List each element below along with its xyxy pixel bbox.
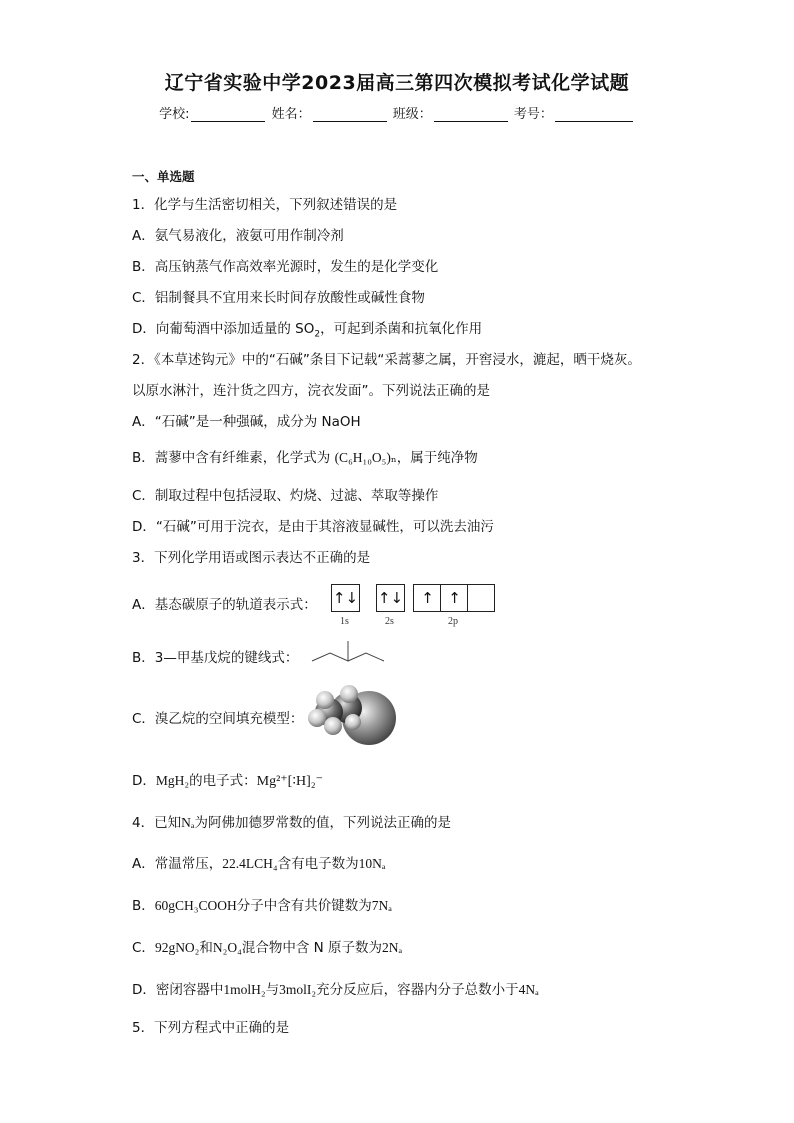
q4-option-b: B．60gCH₃COOH分子中含有共价键数为7Nₐ: [132, 898, 392, 914]
exam-title: 辽宁省实验中学2023届高三第四次模拟考试化学试题: [164, 72, 630, 94]
bromoethane-space-filling-model: [307, 680, 401, 746]
q4-stem: 4．已知Nₐ为阿佛加德罗常数的值，下列说法正确的是: [132, 815, 452, 831]
orbital-label-2s: 2s: [385, 616, 394, 627]
class-label: 班级：: [392, 107, 432, 122]
class-blank[interactable]: [434, 108, 508, 122]
q2-option-c: C．制取过程中包括浸取、灼烧、过滤、萃取等操作: [132, 488, 439, 504]
q1-option-b: B．高压钠蒸气作高效率光源时，发生的是化学变化: [132, 259, 439, 275]
section-heading: 一、单选题: [132, 169, 195, 184]
orbital-label-2p: 2p: [448, 616, 458, 627]
school-blank[interactable]: [191, 108, 265, 122]
orbital-box-2p: ↑ ↑: [413, 584, 495, 612]
student-info-line: [0, 103, 794, 122]
orbital-box-2s: ↑↓: [376, 584, 405, 612]
q1-option-d: D．向葡萄酒中添加适量的 $SO_2$，可起到杀菌和抗氧化作用: [132, 321, 483, 340]
q2-option-a: A．“石碱”是一种强碱，成分为 NaOH: [132, 414, 361, 430]
name-label: 姓名：: [271, 107, 311, 122]
q2-option-b: B．蒿蓼中含有纤维素，化学式为 (C₆H₁₀O₅)ₙ，属于纯净物: [132, 450, 478, 466]
orbital-label-1s: 1s: [340, 616, 349, 627]
q1-stem: 1．化学与生活密切相关，下列叙述错误的是: [132, 197, 398, 213]
q3-stem: 3．下列化学用语或图示表达不正确的是: [132, 550, 371, 566]
q2-option-d: D．“石碱”可用于浣衣，是由于其溶液显碱性，可以洗去油污: [132, 519, 494, 535]
q4-option-a: A．常温常压，22.4LCH₄含有电子数为10Nₐ: [132, 856, 386, 872]
q1-option-a: A．氨气易液化，液氨可用作制冷剂: [132, 228, 344, 244]
cellulose-formula: (C₆H₁₀O₅)ₙ: [334, 450, 397, 465]
q4-option-c: C．92gNO₂和N₂O₄混合物中含 N 原子数为2Nₐ: [132, 940, 403, 956]
q2-stem-line2: 以原水淋汁，连汁货之四方，浣衣发面”。下列说法正确的是: [132, 383, 490, 399]
mgh2-electron-formula: Mg²⁺[∶H]₂⁻: [256, 774, 324, 789]
number-blank[interactable]: [555, 108, 633, 122]
q3-option-d: D．MgH₂的电子式：Mg²⁺[∶H]₂⁻: [132, 773, 324, 789]
orbital-box-1s: ↑↓: [331, 584, 360, 612]
q3-option-c: C．溴乙烷的空间填充模型：: [132, 711, 304, 727]
q3-option-a: A．基态碳原子的轨道表示式：: [132, 597, 317, 613]
q2-stem-line1: 2．《本草述钩元》中的“石碱”条目下记载“采蒿蓼之属，开窖浸水，漉起，晒干烧灰。: [132, 352, 641, 368]
q1-option-c: C．铝制餐具不宜用来长时间存放酸性或碱性食物: [132, 290, 425, 306]
3-methylpentane-skeletal-formula: [308, 634, 388, 668]
number-label: 考号：: [513, 107, 553, 122]
q3-option-b: B．3—甲基戊烷的键线式：: [132, 650, 299, 666]
q4-option-d: D．密闭容器中1molH₂与3molI₂充分反应后，容器内分子总数小于4Nₐ: [132, 982, 539, 998]
name-blank[interactable]: [313, 108, 387, 122]
school-label: 学校:: [159, 107, 190, 122]
q5-stem: 5．下列方程式中正确的是: [132, 1020, 290, 1036]
